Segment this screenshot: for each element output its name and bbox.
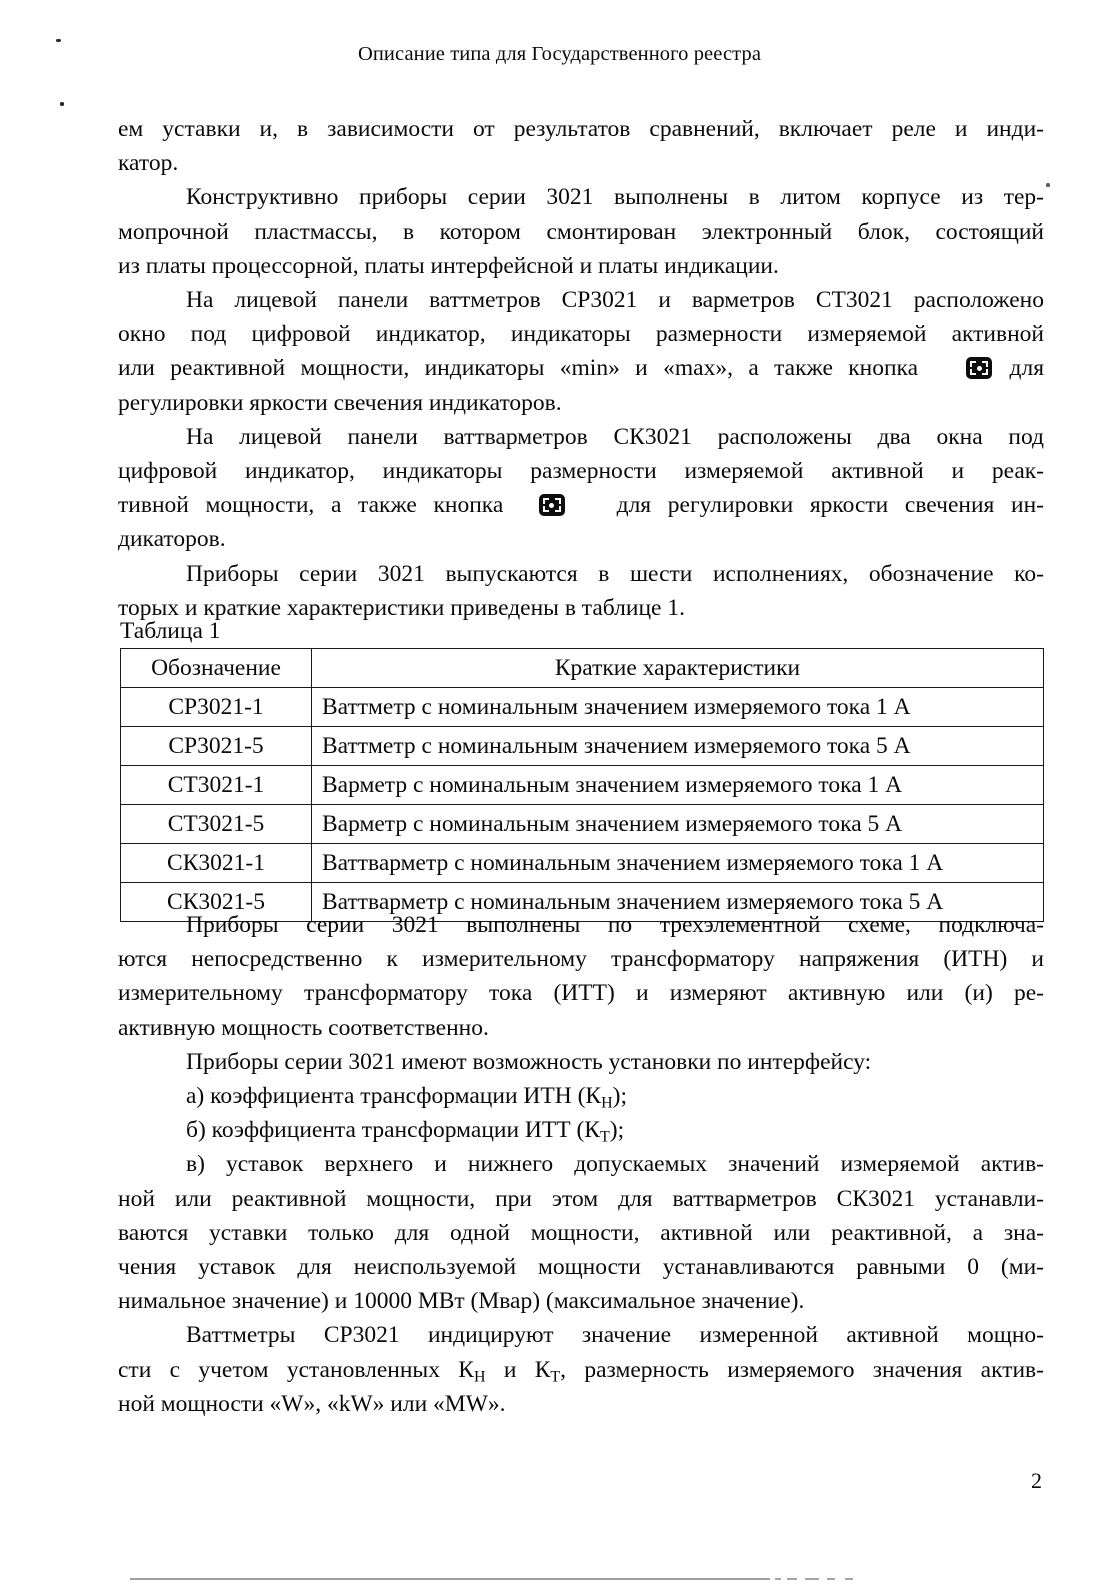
paragraph-2 (118, 180, 1044, 283)
column-header-characteristics: Краткие характеристики (312, 649, 1044, 688)
cell-designation: СР3021-5 (121, 727, 312, 766)
list-item-a (118, 1079, 1044, 1113)
text-line: торых и краткие характеристики приведены в таблице 1. (118, 594, 685, 621)
text-line-content: и К (485, 1356, 551, 1383)
text-line: чения уставок для неиспользуемой мощности устанавливаются равными 0 (ми- (118, 1254, 1044, 1281)
brightness-button-icon (966, 357, 992, 379)
text-line (118, 908, 1044, 942)
text-line: ваются уставки только для одной мощности, активной или реактивной, а зна- (118, 1219, 1044, 1246)
scan-speckle (1046, 183, 1050, 187)
table-row (121, 688, 1044, 727)
text-line (118, 420, 1044, 454)
paragraph-4 (118, 420, 1044, 557)
table-row (121, 727, 1044, 766)
text-line-content: тивной мощности, а также кнопка (118, 492, 504, 519)
text-line: ной мощности «W», «kW» или «MW». (118, 1390, 506, 1417)
table-row (121, 844, 1044, 883)
text-line: измерительному трансформатору тока (ИТТ) и измеряют активную или (и) ре- (118, 980, 1044, 1007)
text-line-content: для регулировки яркости свечения ин- (616, 492, 1044, 519)
text-line: ем уставки и, в зависимости от результатов сравнений, включает реле и инди- (118, 116, 1044, 142)
cell-designation: СТ3021-5 (121, 805, 312, 844)
text-line: цифровой индикатор, индикаторы размерности измеряемой активной и реак- (118, 458, 1044, 485)
cell-designation: СР3021-1 (121, 688, 312, 727)
text-line-content: Конструктивно приборы серии 3021 выполнены в литом корпусе из тер- (186, 184, 1044, 211)
paragraph-8 (118, 1147, 1044, 1318)
cell-characteristics: Варметр с номинальным значением измеряемого тока 1 А (312, 766, 1044, 805)
scan-edge-artifact (130, 1578, 770, 1580)
subscript-kt: Т (599, 1128, 610, 1146)
text-line: регулировки яркости свечения индикаторов. (118, 389, 562, 416)
text-line-content: для (1009, 355, 1045, 382)
cell-designation: СК3021-1 (121, 844, 312, 883)
text-line: нимальное значение) и 10000 МВт (Мвар) (максимальное значение). (118, 1288, 805, 1315)
list-item-b-text: б) коэффициента трансформации ИТТ (К (186, 1117, 600, 1144)
table-row (121, 805, 1044, 844)
column-header-designation: Обозначение (121, 649, 312, 688)
text-line-content: в) уставок верхнего и нижнего допускаемых значений измеряемой актив- (186, 1151, 1044, 1178)
text-line (118, 1353, 1044, 1387)
text-line: мопрочной пластмассы, в котором смонтирован электронный блок, состоящий (118, 218, 1044, 245)
cell-characteristics: Ваттварметр с номинальным значением измеряемого тока 1 А (312, 844, 1044, 883)
text-line (118, 283, 1044, 317)
document-body-lower (118, 908, 1044, 1421)
list-item-b-tail: ); (609, 1117, 625, 1144)
text-line: из платы процессорной, платы интерфейсной и платы индикации. (118, 252, 779, 279)
cell-characteristics: Ваттметр с номинальным значением измеряемого тока 1 А (312, 688, 1044, 727)
text-line (118, 1045, 1044, 1079)
cell-designation: СТ3021-1 (121, 766, 312, 805)
text-line: катор. (118, 150, 179, 177)
text-line-content: , размерность измеряемого значения актив- (560, 1356, 1044, 1383)
list-item-a-text: а) коэффициента трансформации ИТН (К (186, 1083, 602, 1110)
text-line (118, 557, 1044, 591)
table-caption: Таблица 1 (120, 618, 221, 644)
subscript-kn: Н (473, 1368, 486, 1386)
text-line: активную мощность соответственно. (118, 1014, 489, 1041)
specifications-table (120, 648, 1044, 922)
table-header-row (121, 649, 1044, 688)
text-line (118, 488, 1044, 522)
text-line (118, 351, 1044, 385)
text-line-content: Приборы серии 3021 имеют возможность установки по интерфейсу: (186, 1048, 872, 1075)
paragraph-7 (118, 1045, 1044, 1079)
text-line-content: На лицевой панели ваттметров СР3021 и варметров СТ3021 расположено (186, 287, 1044, 314)
text-line: ются непосредственно к измерительному трансформатору напряжения (ИТН) и (118, 946, 1044, 973)
text-line-content: сти с учетом установленных К (118, 1356, 474, 1383)
list-item-b (118, 1113, 1044, 1147)
text-line: дикаторов. (118, 526, 226, 553)
cell-characteristics: Варметр с номинальным значением измеряемого тока 5 А (312, 805, 1044, 844)
text-line-content: Приборы серии 3021 выполнены по трехэлементной схеме, подключа- (186, 912, 1044, 938)
scan-speckle (60, 102, 64, 106)
text-line-content: или реактивной мощности, индикаторы «min» и «max», а также кнопка (118, 355, 919, 382)
text-line (118, 180, 1044, 214)
text-line-content: Ваттметры СР3021 индицируют значение измеренной активной мощно- (186, 1322, 1044, 1349)
cell-characteristics: Ваттметр с номинальным значением измеряемого тока 5 А (312, 727, 1044, 766)
cell-characteristics: Ваттварметр с номинальным значением измеряемого тока 5 А (312, 883, 1044, 922)
table-row (121, 766, 1044, 805)
running-head: Описание типа для Государственного реестра (357, 43, 762, 65)
text-line: ной или реактивной мощности, при этом для ваттварметров СК3021 устанавли- (118, 1185, 1044, 1212)
paragraph-5 (118, 557, 1044, 625)
paragraph-6 (118, 908, 1044, 1045)
brightness-button-icon (539, 494, 565, 516)
text-line (118, 1318, 1044, 1352)
subscript-kn: Н (601, 1094, 613, 1112)
paragraph-3 (118, 283, 1044, 420)
text-line-content: Приборы серии 3021 выпускаются в шести исполнениях, обозначение ко- (186, 560, 1044, 587)
text-line (118, 1079, 1044, 1113)
cell-designation: СК3021-5 (121, 883, 312, 922)
page-number: 2 (1031, 1468, 1042, 1493)
scan-speckle (56, 39, 61, 42)
subscript-kt: Т (550, 1368, 561, 1386)
scan-edge-artifact (775, 1578, 955, 1580)
text-line: окно под цифровой индикатор, индикаторы размерности измеряемой активной (118, 321, 1044, 348)
text-line (118, 1147, 1044, 1181)
text-line-content: На лицевой панели ваттварметров СК3021 расположены два окна под (186, 423, 1044, 450)
paragraph-9 (118, 1318, 1044, 1421)
document-body-upper (118, 112, 1044, 625)
paragraph-1 (118, 112, 1044, 180)
list-item-a-tail: ); (612, 1083, 627, 1110)
text-line (118, 1113, 1044, 1147)
